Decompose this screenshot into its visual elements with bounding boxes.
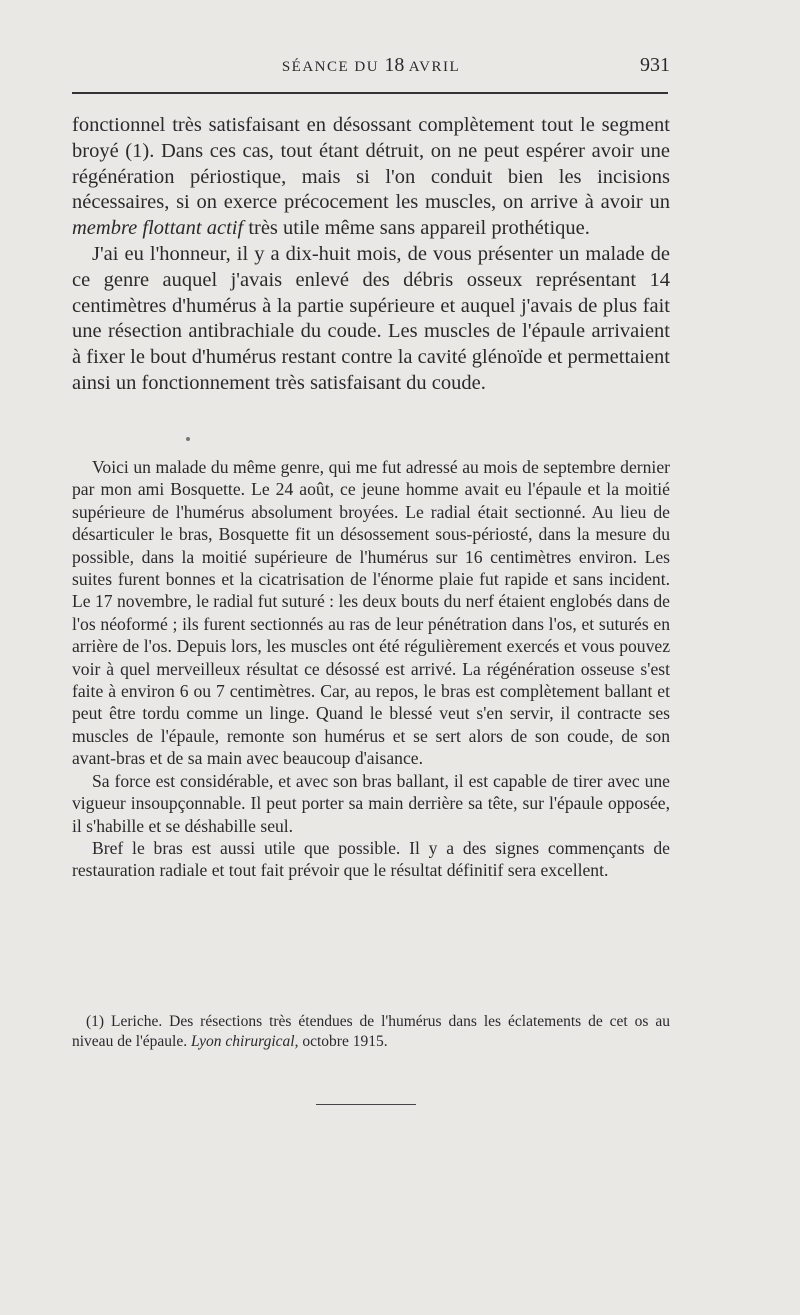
running-title-day: 18: [384, 54, 405, 76]
footnote-body: (1) Leriche. Des résections très étendues de l'humérus dans les éclatements de cet os au niveau de l'épaule.: [72, 1013, 670, 1050]
paragraph-continuation-text: fonctionnel très satisfaisant en désossant complètement tout le segment broyé (1). Dans ces cas, tout étant détruit, on ne peut espérer avoir une régénération périostique, mais si l'on conduit bien les incisions nécessaires, si on exerce précocement les muscles, on arrive à avoir un: [72, 114, 670, 214]
paragraph-continuation: [72, 113, 670, 242]
paragraph-continuation-end: très utile même sans appareil prothétique.: [243, 217, 590, 240]
footnote-journal: Lyon chirurgical: [191, 1032, 295, 1050]
page-header: [72, 54, 670, 84]
page-number: 931: [640, 54, 670, 76]
case-report: [72, 456, 670, 882]
running-title-prefix: SÉANCE DU: [281, 59, 385, 75]
footnote: [72, 1012, 670, 1051]
footnote-end: , octobre 1915.: [294, 1032, 388, 1050]
end-rule: [316, 1104, 416, 1105]
case-paragraph-3: Bref le bras est aussi utile que possible. Il y a des signes commençants de restauration radiale et tout fait prévoir que le résultat définitif sera excellent.: [72, 837, 670, 881]
case-paragraph-2: Sa force est considérable, et avec son bras ballant, il est capable de tirer avec une vigueur insoupçonnable. Il peut porter sa main derrière sa tête, sur l'épaule opposée, il s'habille et se déshabille seul.: [72, 770, 670, 836]
header-rule: [72, 92, 668, 94]
running-title-suffix: AVRIL: [404, 59, 461, 75]
paragraph-previous-case: J'ai eu l'honneur, il y a dix-huit mois, de vous présenter un malade de ce genre auquel j'avais enlevé des débris osseux représentant 14 centimètres d'humérus à la partie supérieure et auquel j'avais de plus fait une résection antibrachiale du coude. Les muscles de l'épaule arrivaient à fixer le bout d'humérus restant contre la cavité glénoïde et permettaient ainsi un fonctionnement très satisfaisant du coude.: [72, 242, 670, 394]
ink-dot: [186, 437, 190, 441]
main-text: [72, 113, 670, 397]
running-title: [72, 54, 670, 77]
case-paragraph-1: Voici un malade du même genre, qui me fut adressé au mois de septembre dernier par mon ami Bosquette. Le 24 août, ce jeune homme avait eu l'épaule et la moitié supérieure de l'humérus absolument broyées. Le radial était sectionné. Au lieu de désarticuler le bras, Bosquette fit un désossement sous-périosté, dans la mesure du possible, dans la moitié supérieure de l'humérus sur 16 centimètres environ. Les suites furent bonnes et la cicatrisation de l'énorme plaie fut rapide et sans incident. Le 17 novembre, le radial fut suturé : les deux bouts du nerf étaient englobés dans de l'os néoformé ; ils furent sectionnés au ras de leur pénétration dans l'os, et suturés en arrière de l'os. Depuis lors, les muscles ont été régulièrement exercés et vous pouvez voir à quel merveilleux résultat ce désossé est arrivé. La régénération osseuse s'est faite à environ 6 ou 7 centimètres. Car, au repos, le bras est complètement ballant et peut être tordu comme un linge. Quand le blessé veut s'en servir, il contracte ses muscles de l'épaule, remonte son humérus et se sert alors de son coude, de son avant-bras et de sa main avec beaucoup d'aisance.: [72, 457, 670, 769]
footnote-text: [72, 1012, 670, 1051]
emphasis-membre-flottant: membre flottant actif: [72, 217, 244, 240]
